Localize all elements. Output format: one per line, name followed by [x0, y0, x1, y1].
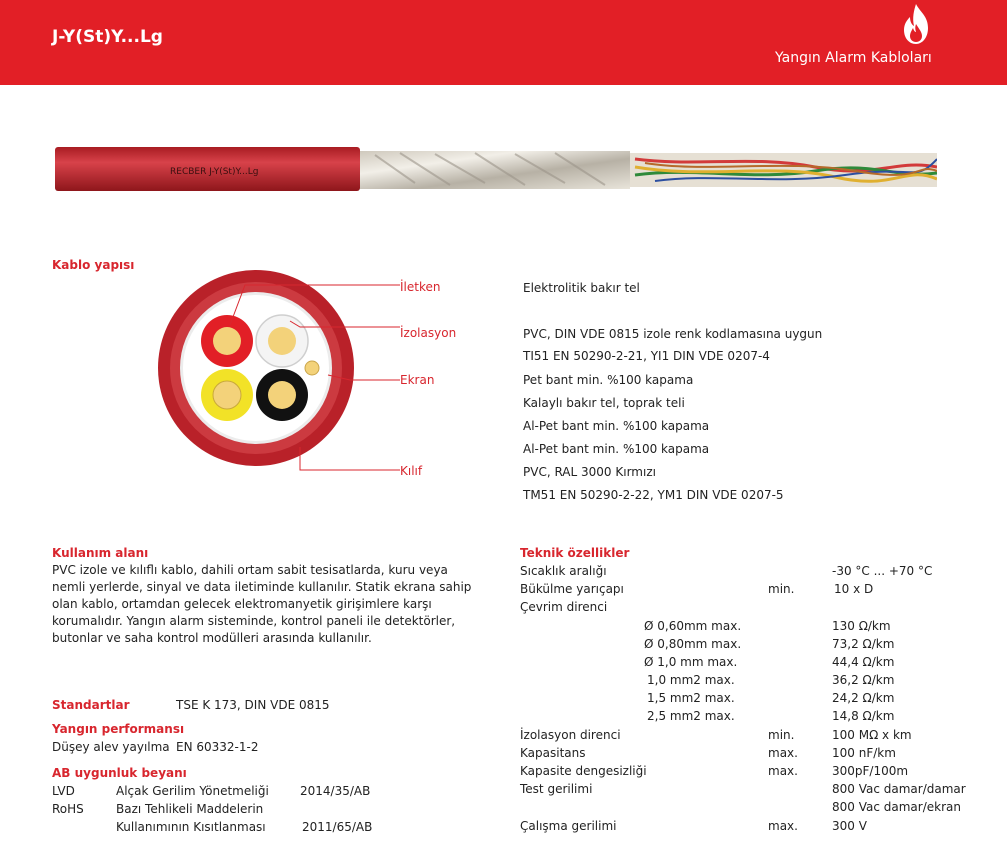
ab-row-name: Alçak Gerilim Yönetmeliği	[116, 784, 269, 798]
tech-value: 100 nF/km	[832, 746, 896, 760]
label-sheath: Kılıf	[400, 464, 423, 478]
tech-label: İzolasyon direnci	[520, 728, 621, 742]
tech-qualifier: max.	[768, 819, 798, 833]
structure-title: Kablo yapısı	[52, 258, 135, 272]
flame-icon	[898, 2, 934, 46]
tech-qualifier: min.	[768, 728, 795, 742]
usage-title: Kullanım alanı	[52, 546, 149, 560]
tech-value: 100 MΩ x km	[832, 728, 912, 742]
tech-value: 73,2 Ω/km	[832, 637, 895, 651]
ab-row-name: Kullanımının Kısıtlanması	[116, 820, 266, 834]
tech-label: Kapasite dengesizliği	[520, 764, 647, 778]
tech-sub: Ø 0,80mm max.	[644, 637, 742, 651]
tech-sub: Ø 0,60mm max.	[644, 619, 742, 633]
tech-value: 300 V	[832, 819, 867, 833]
tech-label: Bükülme yarıçapı	[520, 582, 624, 596]
tech-value: 10 x D	[834, 582, 874, 596]
desc-insulation-1: PVC, DIN VDE 0815 izole renk kodlamasına uygun	[523, 327, 823, 341]
tech-value: 44,4 Ω/km	[832, 655, 895, 669]
ab-row-ref: 2014/35/AB	[300, 784, 371, 798]
standards-value: TSE K 173, DIN VDE 0815	[176, 698, 330, 712]
tech-value: 24,2 Ω/km	[832, 691, 895, 705]
tech-label: Çevrim direnci	[520, 600, 608, 614]
tech-value: 800 Vac damar/ekran	[832, 800, 961, 814]
ab-title: AB uygunluk beyanı	[52, 766, 187, 780]
tech-label: Çalışma gerilimi	[520, 819, 617, 833]
product-category: Yangın Alarm Kabloları	[775, 50, 932, 66]
usage-text: PVC izole ve kılıflı kablo, dahili ortam sabit tesisatlarda, kuru veya nemli yerlerde, sinyal ve data iletiminde kullanılır. Statik ekrana sahip olan kablo, ortamdan gelecek elektromanyetik girişimlere karşı korumalıdır. Yangın alarm sisteminde, kontrol paneli ile detektörler, butonlar ve saha kontrol modülleri arasında kullanılır.	[52, 563, 472, 645]
desc-sheath-2: TM51 EN 50290-2-22, YM1 DIN VDE 0207-5	[523, 488, 784, 502]
tech-qualifier: max.	[768, 764, 798, 778]
standards-title: Standartlar	[52, 698, 130, 712]
tech-qualifier: min.	[768, 582, 795, 596]
tech-value: 14,8 Ω/km	[832, 709, 895, 723]
tech-value: 130 Ω/km	[832, 619, 891, 633]
tech-label: Sıcaklık aralığı	[520, 564, 607, 578]
technical-title: Teknik özellikler	[520, 546, 630, 560]
tech-sub: 1,5 mm2 max.	[647, 691, 735, 705]
desc-screen-3: Al-Pet bant min. %100 kapama	[523, 419, 710, 433]
tech-value: -30 °C ... +70 °C	[832, 564, 933, 578]
tech-sub: 2,5 mm2 max.	[647, 709, 735, 723]
desc-sheath-1: PVC, RAL 3000 Kırmızı	[523, 465, 656, 479]
desc-screen-2: Kalaylı bakır tel, toprak teli	[523, 396, 685, 410]
tech-sub: 1,0 mm2 max.	[647, 673, 735, 687]
label-insulation: İzolasyon	[400, 326, 457, 340]
label-screen: Ekran	[400, 373, 435, 387]
tech-qualifier: max.	[768, 746, 798, 760]
ab-row-name: Bazı Tehlikeli Maddelerin	[116, 802, 264, 816]
ab-row-ref: 2011/65/AB	[302, 820, 373, 834]
ab-row-code: LVD	[52, 784, 75, 798]
cable-print-text: RECBER J-Y(St)Y...Lg	[170, 167, 259, 177]
fire-value: EN 60332-1-2	[176, 740, 259, 754]
desc-screen-1: Pet bant min. %100 kapama	[523, 373, 694, 387]
fire-label: Düşey alev yayılma	[52, 740, 170, 754]
product-title: J-Y(St)Y...Lg	[52, 27, 163, 47]
desc-conductor: Elektrolitik bakır tel	[523, 281, 640, 295]
fire-title: Yangın performansı	[52, 722, 185, 736]
label-conductor: İletken	[400, 280, 441, 294]
tech-value: 800 Vac damar/damar	[832, 782, 966, 796]
tech-label: Test gerilimi	[520, 782, 593, 796]
tech-label: Kapasitans	[520, 746, 586, 760]
ab-row-code: RoHS	[52, 802, 84, 816]
tech-value: 300pF/100m	[832, 764, 909, 778]
tech-sub: Ø 1,0 mm max.	[644, 655, 738, 669]
desc-insulation-2: TI51 EN 50290-2-21, YI1 DIN VDE 0207-4	[523, 349, 770, 363]
tech-value: 36,2 Ω/km	[832, 673, 895, 687]
page-header	[0, 0, 1007, 85]
desc-screen-4: Al-Pet bant min. %100 kapama	[523, 442, 710, 456]
